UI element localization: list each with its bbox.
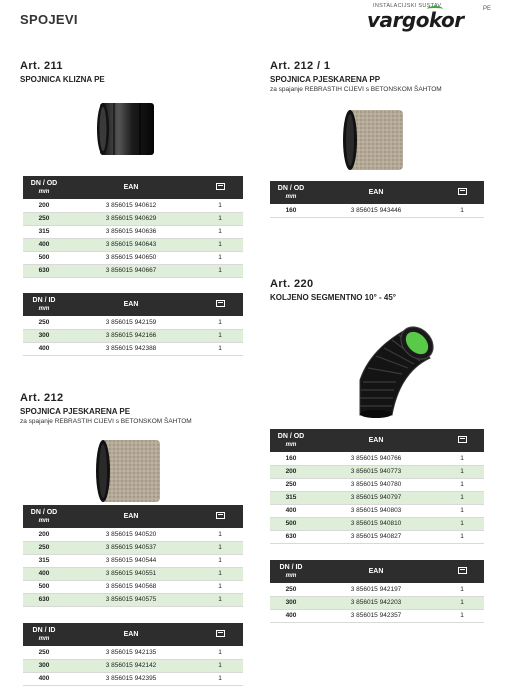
ean-cell: 3 856015 940803 bbox=[312, 504, 440, 517]
quantity-cell: 1 bbox=[197, 580, 243, 593]
ean-cell: 3 856015 940773 bbox=[312, 465, 440, 478]
article-212-heading bbox=[20, 392, 192, 425]
dn-cell: 630 bbox=[270, 530, 312, 543]
quantity-cell: 1 bbox=[197, 329, 243, 342]
quantity-cell: 1 bbox=[440, 465, 484, 478]
dn-column-header bbox=[23, 293, 65, 316]
dn-cell: 400 bbox=[270, 504, 312, 517]
quantity-cell: 1 bbox=[440, 583, 484, 596]
package-icon bbox=[216, 630, 225, 637]
ean-cell: 3 856015 940810 bbox=[312, 517, 440, 530]
package-column-header bbox=[197, 176, 243, 199]
package-column-header bbox=[197, 623, 243, 646]
table-row bbox=[23, 567, 243, 580]
dn-column-header bbox=[270, 560, 312, 583]
ean-cell: 3 856015 942357 bbox=[312, 609, 440, 622]
quantity-cell: 1 bbox=[440, 530, 484, 543]
article-211-od-table bbox=[23, 176, 243, 278]
table-header-row bbox=[270, 181, 484, 204]
package-column-header bbox=[197, 505, 243, 528]
article-number: Art. 211 bbox=[20, 60, 63, 72]
package-icon bbox=[216, 300, 225, 307]
ean-cell: 3 856015 942395 bbox=[65, 672, 197, 685]
table-row bbox=[270, 596, 484, 609]
table-row bbox=[23, 212, 243, 225]
table-row bbox=[23, 672, 243, 685]
ean-cell: 3 856015 940575 bbox=[65, 593, 197, 606]
dn-cell: 315 bbox=[23, 554, 65, 567]
quantity-cell: 1 bbox=[197, 238, 243, 251]
table-row bbox=[23, 225, 243, 238]
table-row bbox=[23, 659, 243, 672]
dn-cell: 500 bbox=[23, 251, 65, 264]
ean-cell: 3 856015 942166 bbox=[65, 329, 197, 342]
dn-cell: 630 bbox=[23, 264, 65, 277]
article-220-id-table bbox=[270, 560, 484, 623]
quantity-cell: 1 bbox=[440, 452, 484, 465]
table-row bbox=[23, 646, 243, 659]
article-name: SPOJNICA PJESKARENA PP bbox=[270, 75, 381, 84]
ean-cell: 3 856015 940797 bbox=[312, 491, 440, 504]
dn-header-label: DN / OD bbox=[277, 184, 305, 192]
page-title: SPOJEVI bbox=[20, 12, 78, 27]
dn-cell: 160 bbox=[270, 452, 312, 465]
article-212-1-heading bbox=[270, 60, 442, 93]
table-header-row bbox=[23, 176, 243, 199]
dn-header-label: DN / OD bbox=[277, 432, 305, 440]
table-row bbox=[23, 593, 243, 606]
article-name: SPOJNICA KLIZNA PE bbox=[20, 75, 105, 84]
table-header-row bbox=[23, 293, 243, 316]
dn-header-label: DN / OD bbox=[30, 508, 58, 516]
table-row bbox=[23, 528, 243, 541]
unit-label: mm bbox=[285, 572, 297, 579]
dn-cell: 160 bbox=[270, 204, 312, 217]
ean-column-header: EAN bbox=[312, 560, 440, 583]
article-212-1-od-table bbox=[270, 181, 484, 218]
quantity-cell: 1 bbox=[197, 528, 243, 541]
ean-cell: 3 856015 943446 bbox=[312, 204, 440, 217]
brand-logo bbox=[365, 3, 495, 33]
dn-cell: 630 bbox=[23, 593, 65, 606]
quantity-cell: 1 bbox=[197, 212, 243, 225]
table-header-row bbox=[23, 623, 243, 646]
dn-cell: 400 bbox=[23, 567, 65, 580]
logo-wordmark: vargokor bbox=[367, 8, 464, 32]
table-row bbox=[23, 541, 243, 554]
dn-cell: 200 bbox=[23, 199, 65, 212]
article-220-heading bbox=[270, 278, 396, 302]
table-row bbox=[23, 199, 243, 212]
logo-tagline: INSTALACIJSKI SUSTAV bbox=[373, 3, 442, 9]
segmented-elbow-image bbox=[350, 310, 450, 420]
dn-cell: 300 bbox=[23, 659, 65, 672]
table-header-row bbox=[23, 505, 243, 528]
logo-suffix: PE bbox=[482, 6, 491, 12]
dn-cell: 250 bbox=[270, 478, 312, 491]
ean-cell: 3 856015 942135 bbox=[65, 646, 197, 659]
dn-cell: 250 bbox=[270, 583, 312, 596]
ean-column-header: EAN bbox=[65, 293, 197, 316]
quantity-cell: 1 bbox=[197, 567, 243, 580]
dn-cell: 200 bbox=[270, 465, 312, 478]
dn-column-header bbox=[23, 623, 65, 646]
dn-cell: 400 bbox=[23, 672, 65, 685]
ean-cell: 3 856015 940520 bbox=[65, 528, 197, 541]
ean-column-header: EAN bbox=[312, 181, 440, 204]
sanded-pp-coupling-image bbox=[340, 107, 408, 173]
quantity-cell: 1 bbox=[197, 342, 243, 355]
quantity-cell: 1 bbox=[440, 504, 484, 517]
table-row bbox=[270, 504, 484, 517]
article-220-od-table bbox=[270, 429, 484, 544]
package-icon bbox=[458, 436, 467, 443]
quantity-cell: 1 bbox=[440, 478, 484, 491]
ean-cell: 3 856015 940629 bbox=[65, 212, 197, 225]
quantity-cell: 1 bbox=[197, 316, 243, 329]
article-number: Art. 212 bbox=[20, 392, 64, 404]
quantity-cell: 1 bbox=[197, 659, 243, 672]
quantity-cell: 1 bbox=[197, 264, 243, 277]
table-row bbox=[23, 329, 243, 342]
article-subtitle: za spajanje REBRASTIH CIJEVI s BETONSKOM ŠAHTOM bbox=[20, 418, 192, 425]
ean-column-header: EAN bbox=[65, 176, 197, 199]
table-row bbox=[270, 452, 484, 465]
dn-header-label: DN / ID bbox=[279, 563, 303, 571]
ean-column-header: EAN bbox=[312, 429, 440, 452]
package-column-header bbox=[197, 293, 243, 316]
table-header-row bbox=[270, 429, 484, 452]
ean-cell: 3 856015 942388 bbox=[65, 342, 197, 355]
dn-cell: 250 bbox=[23, 646, 65, 659]
unit-label: mm bbox=[38, 188, 50, 195]
quantity-cell: 1 bbox=[440, 517, 484, 530]
dn-cell: 250 bbox=[23, 212, 65, 225]
article-name: KOLJENO SEGMENTNO 10° - 45° bbox=[270, 293, 396, 302]
ean-cell: 3 856015 942159 bbox=[65, 316, 197, 329]
quantity-cell: 1 bbox=[440, 609, 484, 622]
slide-coupling-image bbox=[94, 97, 158, 161]
table-row bbox=[270, 583, 484, 596]
unit-label: mm bbox=[285, 193, 297, 200]
table-row bbox=[23, 264, 243, 277]
package-icon bbox=[458, 188, 467, 195]
article-number: Art. 212 / 1 bbox=[270, 60, 331, 72]
dn-cell: 200 bbox=[23, 528, 65, 541]
table-row bbox=[270, 517, 484, 530]
table-row bbox=[270, 609, 484, 622]
dn-cell: 315 bbox=[270, 491, 312, 504]
ean-cell: 3 856015 942142 bbox=[65, 659, 197, 672]
dn-cell: 300 bbox=[23, 329, 65, 342]
dn-column-header bbox=[270, 181, 312, 204]
table-row bbox=[270, 465, 484, 478]
unit-label: mm bbox=[285, 441, 297, 448]
package-column-header bbox=[440, 181, 484, 204]
table-row bbox=[23, 580, 243, 593]
dn-cell: 500 bbox=[23, 580, 65, 593]
dn-cell: 400 bbox=[23, 342, 65, 355]
ean-cell: 3 856015 940827 bbox=[312, 530, 440, 543]
ean-cell: 3 856015 940650 bbox=[65, 251, 197, 264]
package-icon bbox=[216, 512, 225, 519]
ean-cell: 3 856015 942203 bbox=[312, 596, 440, 609]
article-211-heading bbox=[20, 60, 105, 84]
article-subtitle: za spajanje REBRASTIH CIJEVI s BETONSKOM ŠAHTOM bbox=[270, 86, 442, 93]
dn-cell: 300 bbox=[270, 596, 312, 609]
table-row bbox=[23, 554, 243, 567]
article-number: Art. 220 bbox=[270, 278, 314, 290]
package-icon bbox=[216, 183, 225, 190]
table-row bbox=[23, 238, 243, 251]
dn-cell: 400 bbox=[270, 609, 312, 622]
dn-header-label: DN / OD bbox=[30, 179, 58, 187]
table-row bbox=[270, 204, 484, 217]
quantity-cell: 1 bbox=[197, 672, 243, 685]
dn-cell: 250 bbox=[23, 541, 65, 554]
table-row bbox=[23, 251, 243, 264]
quantity-cell: 1 bbox=[197, 646, 243, 659]
quantity-cell: 1 bbox=[440, 491, 484, 504]
dn-column-header bbox=[23, 505, 65, 528]
table-row bbox=[270, 491, 484, 504]
dn-cell: 500 bbox=[270, 517, 312, 530]
article-212-id-table bbox=[23, 623, 243, 686]
ean-cell: 3 856015 940537 bbox=[65, 541, 197, 554]
quantity-cell: 1 bbox=[197, 593, 243, 606]
sanded-coupling-image bbox=[93, 436, 165, 508]
ean-cell: 3 856015 940551 bbox=[65, 567, 197, 580]
ean-cell: 3 856015 940544 bbox=[65, 554, 197, 567]
unit-label: mm bbox=[38, 517, 50, 524]
dn-cell: 315 bbox=[23, 225, 65, 238]
ean-cell: 3 856015 940568 bbox=[65, 580, 197, 593]
package-column-header bbox=[440, 429, 484, 452]
quantity-cell: 1 bbox=[197, 541, 243, 554]
unit-label: mm bbox=[38, 305, 50, 312]
ean-cell: 3 856015 940612 bbox=[65, 199, 197, 212]
unit-label: mm bbox=[38, 635, 50, 642]
table-row bbox=[270, 530, 484, 543]
ean-cell: 3 856015 940766 bbox=[312, 452, 440, 465]
ean-column-header: EAN bbox=[65, 505, 197, 528]
table-row bbox=[23, 342, 243, 355]
quantity-cell: 1 bbox=[440, 204, 484, 217]
ean-cell: 3 856015 942197 bbox=[312, 583, 440, 596]
ean-cell: 3 856015 940780 bbox=[312, 478, 440, 491]
table-row bbox=[23, 316, 243, 329]
article-211-id-table bbox=[23, 293, 243, 356]
quantity-cell: 1 bbox=[197, 251, 243, 264]
table-row bbox=[270, 478, 484, 491]
quantity-cell: 1 bbox=[197, 554, 243, 567]
quantity-cell: 1 bbox=[440, 596, 484, 609]
article-name: SPOJNICA PJESKARENA PE bbox=[20, 407, 131, 416]
dn-column-header bbox=[23, 176, 65, 199]
quantity-cell: 1 bbox=[197, 225, 243, 238]
article-212-od-table bbox=[23, 505, 243, 607]
ean-cell: 3 856015 940643 bbox=[65, 238, 197, 251]
ean-column-header: EAN bbox=[65, 623, 197, 646]
ean-cell: 3 856015 940636 bbox=[65, 225, 197, 238]
dn-cell: 400 bbox=[23, 238, 65, 251]
dn-header-label: DN / ID bbox=[32, 296, 56, 304]
package-column-header bbox=[440, 560, 484, 583]
ean-cell: 3 856015 940667 bbox=[65, 264, 197, 277]
dn-cell: 250 bbox=[23, 316, 65, 329]
dn-column-header bbox=[270, 429, 312, 452]
table-header-row bbox=[270, 560, 484, 583]
quantity-cell: 1 bbox=[197, 199, 243, 212]
package-icon bbox=[458, 567, 467, 574]
dn-header-label: DN / ID bbox=[32, 626, 56, 634]
